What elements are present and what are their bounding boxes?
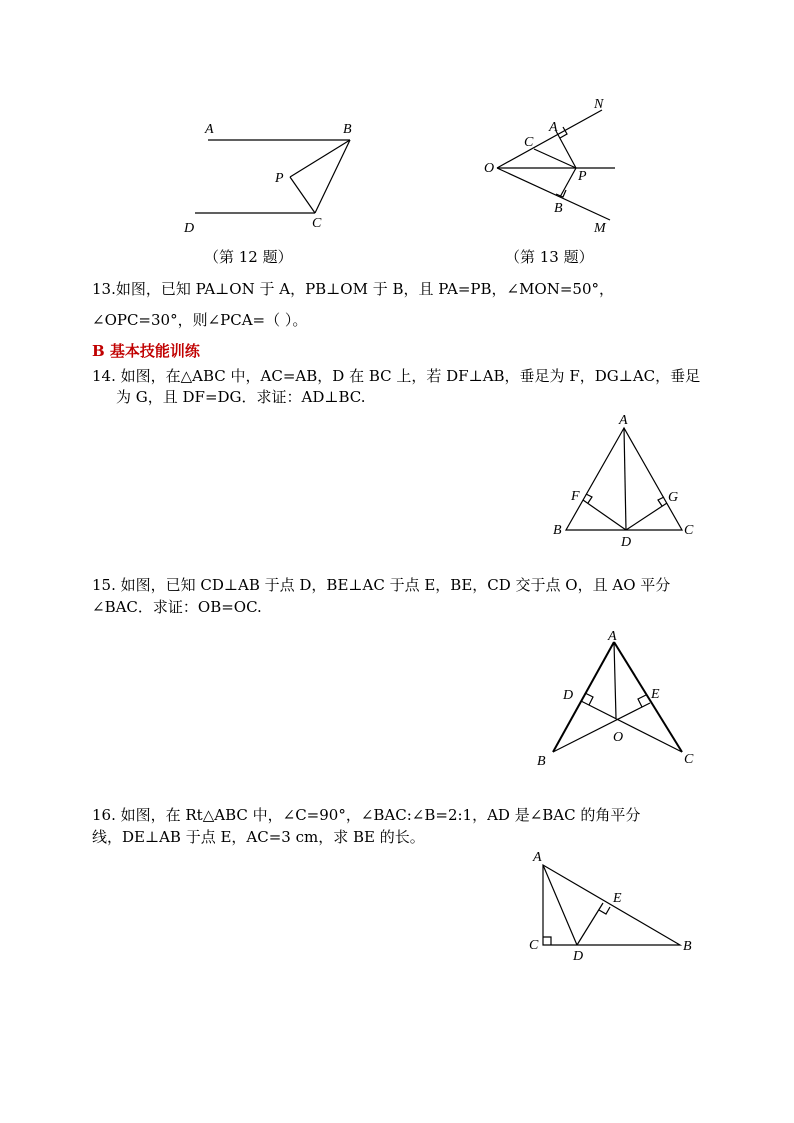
label-e: E <box>651 687 660 702</box>
figure-15 <box>530 622 705 772</box>
section-title-basic-skills: B 基本技能训练 <box>92 342 200 360</box>
label-c: C <box>524 135 534 150</box>
figure-13 <box>478 96 628 238</box>
triangle-abc <box>543 865 680 945</box>
segment-de <box>577 903 603 945</box>
segment-pa <box>556 131 576 168</box>
segment-ao <box>614 642 616 718</box>
label-c: C <box>684 752 694 767</box>
label-b: B <box>343 122 352 137</box>
question-16-line-2: 线，DE⊥AB 于点 E，AC=3 cm，求 BE 的长。 <box>92 828 425 846</box>
label-a: A <box>205 122 214 137</box>
question-13-line-1: 13.如图，已知 PA⊥ON 于 A，PB⊥OM 于 B，且 PA=PB，∠MON=50°， <box>92 280 615 298</box>
label-b: B <box>553 523 562 538</box>
right-angle-f <box>586 494 592 503</box>
segment-pc <box>290 177 315 213</box>
caption-figure-12: （第 12 题） <box>204 248 293 266</box>
figure-12 <box>180 112 370 238</box>
right-angle-e <box>599 907 610 914</box>
question-15-line-1: 15. 如图，已知 CD⊥AB 于点 D，BE⊥AC 于点 E，BE，CD 交于点 O，且 AO 平分 <box>92 576 671 594</box>
question-15-line-2: ∠BAC．求证：OB=OC. <box>92 598 262 616</box>
segment-dg <box>626 503 667 530</box>
segment-df <box>583 500 626 530</box>
label-a: A <box>619 413 628 428</box>
label-e: E <box>613 891 622 906</box>
label-d: D <box>621 535 632 550</box>
question-14-line-1: 14. 如图，在△ABC 中，AC=AB，D 在 BC 上，若 DF⊥AB，垂足为 F，DG⊥AC，垂足 <box>92 367 701 385</box>
right-angle-g <box>658 497 664 506</box>
label-d: D <box>573 949 584 963</box>
label-c: C <box>529 938 539 953</box>
label-b: B <box>683 939 692 954</box>
right-angle-c <box>543 937 551 945</box>
segment-pc <box>534 149 576 168</box>
label-o: O <box>613 730 624 745</box>
label-f: F <box>571 489 580 504</box>
label-p: P <box>275 171 284 186</box>
label-a: A <box>533 850 542 865</box>
segment-ad <box>543 865 577 945</box>
label-c: C <box>684 523 694 538</box>
question-14-line-2: 为 G，且 DF=DG．求证：AD⊥BC. <box>116 388 366 406</box>
label-a: A <box>608 629 617 644</box>
label-n: N <box>594 97 604 112</box>
segment-pb <box>560 168 576 197</box>
ray-on <box>497 110 602 168</box>
label-p: P <box>578 169 587 184</box>
segment-ad <box>624 428 626 530</box>
label-m: M <box>594 221 606 236</box>
label-d: D <box>184 221 195 236</box>
label-o: O <box>484 161 495 176</box>
label-b: B <box>554 201 563 216</box>
label-c: C <box>312 216 322 231</box>
figure-14 <box>548 410 708 550</box>
question-13-line-2: ∠OPC=30°，则∠PCA=（ ）。 <box>92 311 308 329</box>
figure-16 <box>525 848 700 963</box>
caption-figure-13: （第 13 题） <box>505 248 594 266</box>
label-d: D <box>563 688 574 703</box>
label-g: G <box>668 490 679 505</box>
label-a: A <box>549 120 558 135</box>
label-b: B <box>537 754 546 769</box>
question-16-line-1: 16. 如图，在 Rt△ABC 中，∠C=90°，∠BAC:∠B=2:1，AD 是∠BAC 的角平分 <box>92 806 641 824</box>
